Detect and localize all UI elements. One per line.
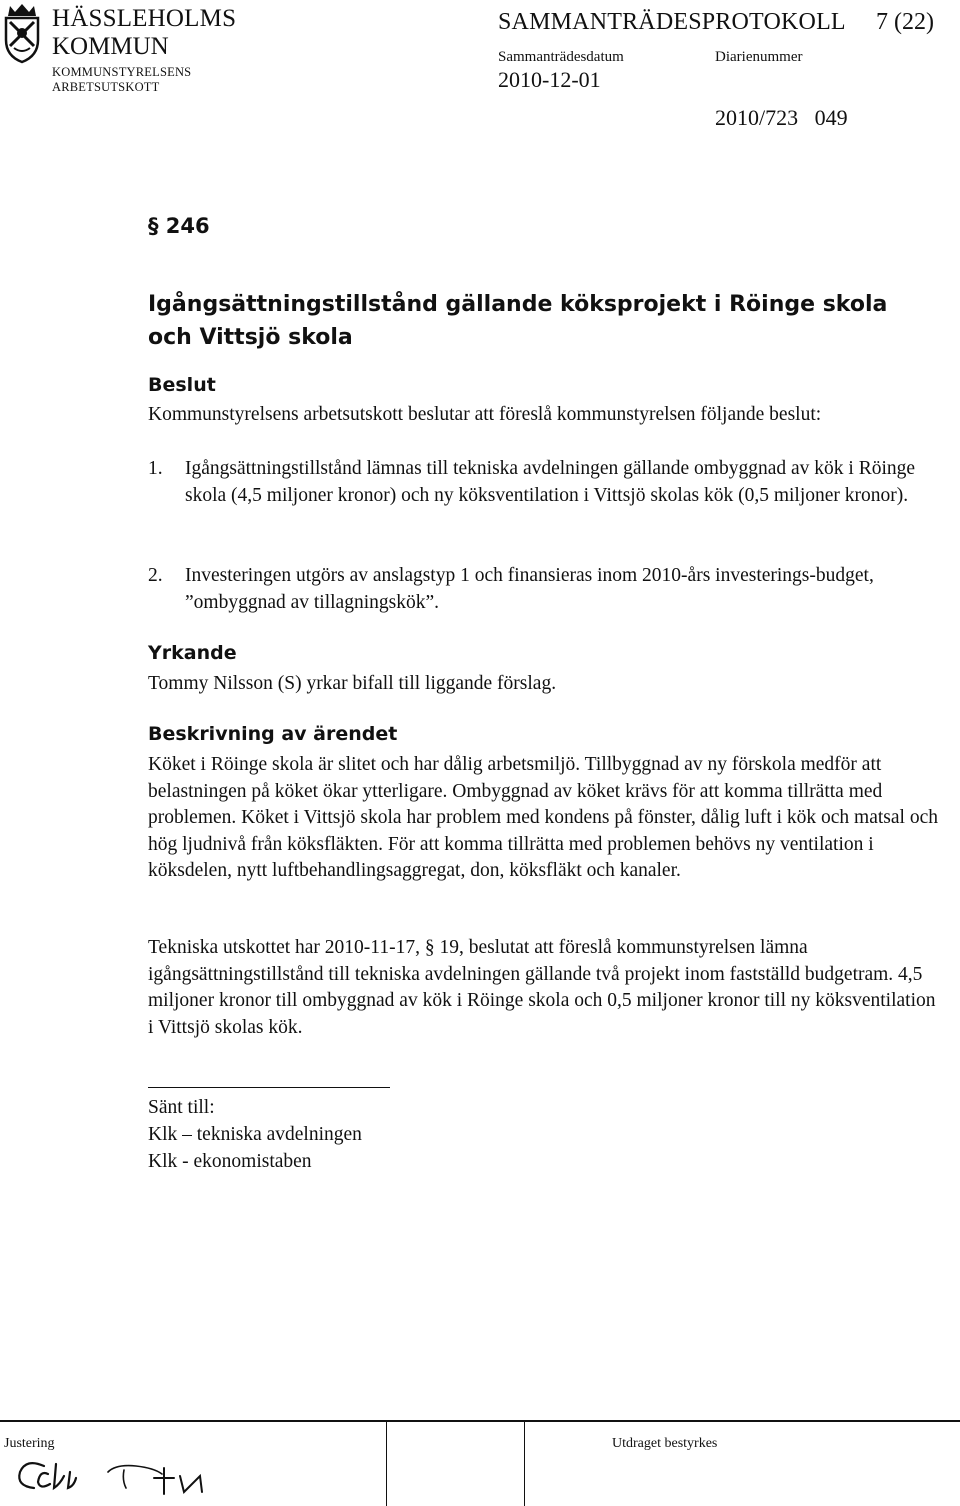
meeting-date-label: Sammanträdesdatum	[498, 49, 624, 65]
page-number: 7 (22)	[876, 9, 934, 35]
diary-number-value: 2010/723 049	[715, 105, 848, 130]
paragraph-number: § 246	[148, 214, 210, 238]
decision-item-text: Investeringen utgörs av anslagstyp 1 och finansieras inom 2010-års investerings-budget, ”ombyggnad av tillagningskök”.	[185, 565, 874, 613]
organization-name: HÄSSLEHOLMS	[52, 5, 237, 32]
decision-item-number: 1.	[148, 458, 163, 479]
item-title-line2: och Vittsjö skola	[148, 325, 353, 350]
sent-to-recipient: Klk - ekonomistaben	[148, 1151, 312, 1172]
footer-column-separator	[386, 1420, 387, 1506]
motion-text: Tommy Nilsson (S) yrkar bifall till liggande förslag.	[148, 673, 557, 694]
distribution-divider	[148, 1087, 390, 1088]
decision-item-text: Igångsättningstillstånd lämnas till tekniska avdelningen gällande ombyggnad av kök i Röinge skola (4,5 miljoner kronor) och ny köksventilation i Vittsjö skolas kök (0,5 miljoner kronor).	[185, 458, 916, 506]
meeting-date-value: 2010-12-01	[498, 67, 601, 92]
item-title-line1: Igångsättningstillstånd gällande köksprojekt i Röinge skola	[148, 292, 888, 317]
footer-divider	[0, 1420, 960, 1422]
municipal-coat-of-arms-icon	[2, 2, 42, 64]
organization-committee: KOMMUNSTYRELSENS	[52, 65, 192, 79]
handwritten-signature-icon	[4, 1448, 244, 1506]
description-heading: Beskrivning av ärendet	[148, 723, 398, 745]
decision-heading: Beslut	[148, 374, 216, 396]
description-paragraph-1: Köket i Röinge skola är slitet och har dålig arbetsmiljö. Tillbyggnad av ny förskola medför att belastningen på köket ökar ytterligare. Ombyggnad av köket krävs för att komma tillrätta med problemen. Köket i Vittsjö skola har problem med kondens på fönster, dålig luft i kök och matsal och hög ljudnivå från köksfläkten. För att komma tillrätta med problemen behövs ny ventilation i köksdelen, nytt luftbehandlingsaggregat, don, köksfläkt och kanaler.	[148, 754, 938, 881]
decision-item-1	[148, 456, 938, 509]
decision-item-number: 2.	[148, 565, 163, 586]
organization-name-line2: KOMMUN	[52, 33, 169, 60]
adjustment-label: Justering	[4, 1436, 55, 1451]
description-paragraph-2: Tekniska utskottet har 2010-11-17, § 19, beslutat att föreslå kommunstyrelsen lämna igångsättningstillstånd till tekniska avdelningen gällande två projekt inom fastställd budgetram. 4,5 miljoner kronor till ombyggnad av kök i Röinge skola och 0,5 miljoner kronor till ny köksventilation i Vittsjö skolas kök.	[148, 937, 936, 1038]
document-title: SAMMANTRÄDESPROTOKOLL	[498, 9, 846, 35]
item-title	[148, 288, 938, 354]
footer-column-separator	[524, 1420, 525, 1506]
decision-intro: Kommunstyrelsens arbetsutskott beslutar att föreslå kommunstyrelsen följande beslut:	[148, 404, 822, 425]
decision-item-2	[148, 563, 938, 616]
diary-number-label: Diarienummer	[715, 49, 803, 65]
sent-to-label: Sänt till:	[148, 1097, 215, 1118]
extract-certified-label: Utdraget bestyrkes	[612, 1436, 718, 1451]
sent-to-recipient: Klk – tekniska avdelningen	[148, 1124, 362, 1145]
motion-heading: Yrkande	[148, 642, 237, 664]
organization-subcommittee: ARBETSUTSKOTT	[52, 80, 160, 94]
